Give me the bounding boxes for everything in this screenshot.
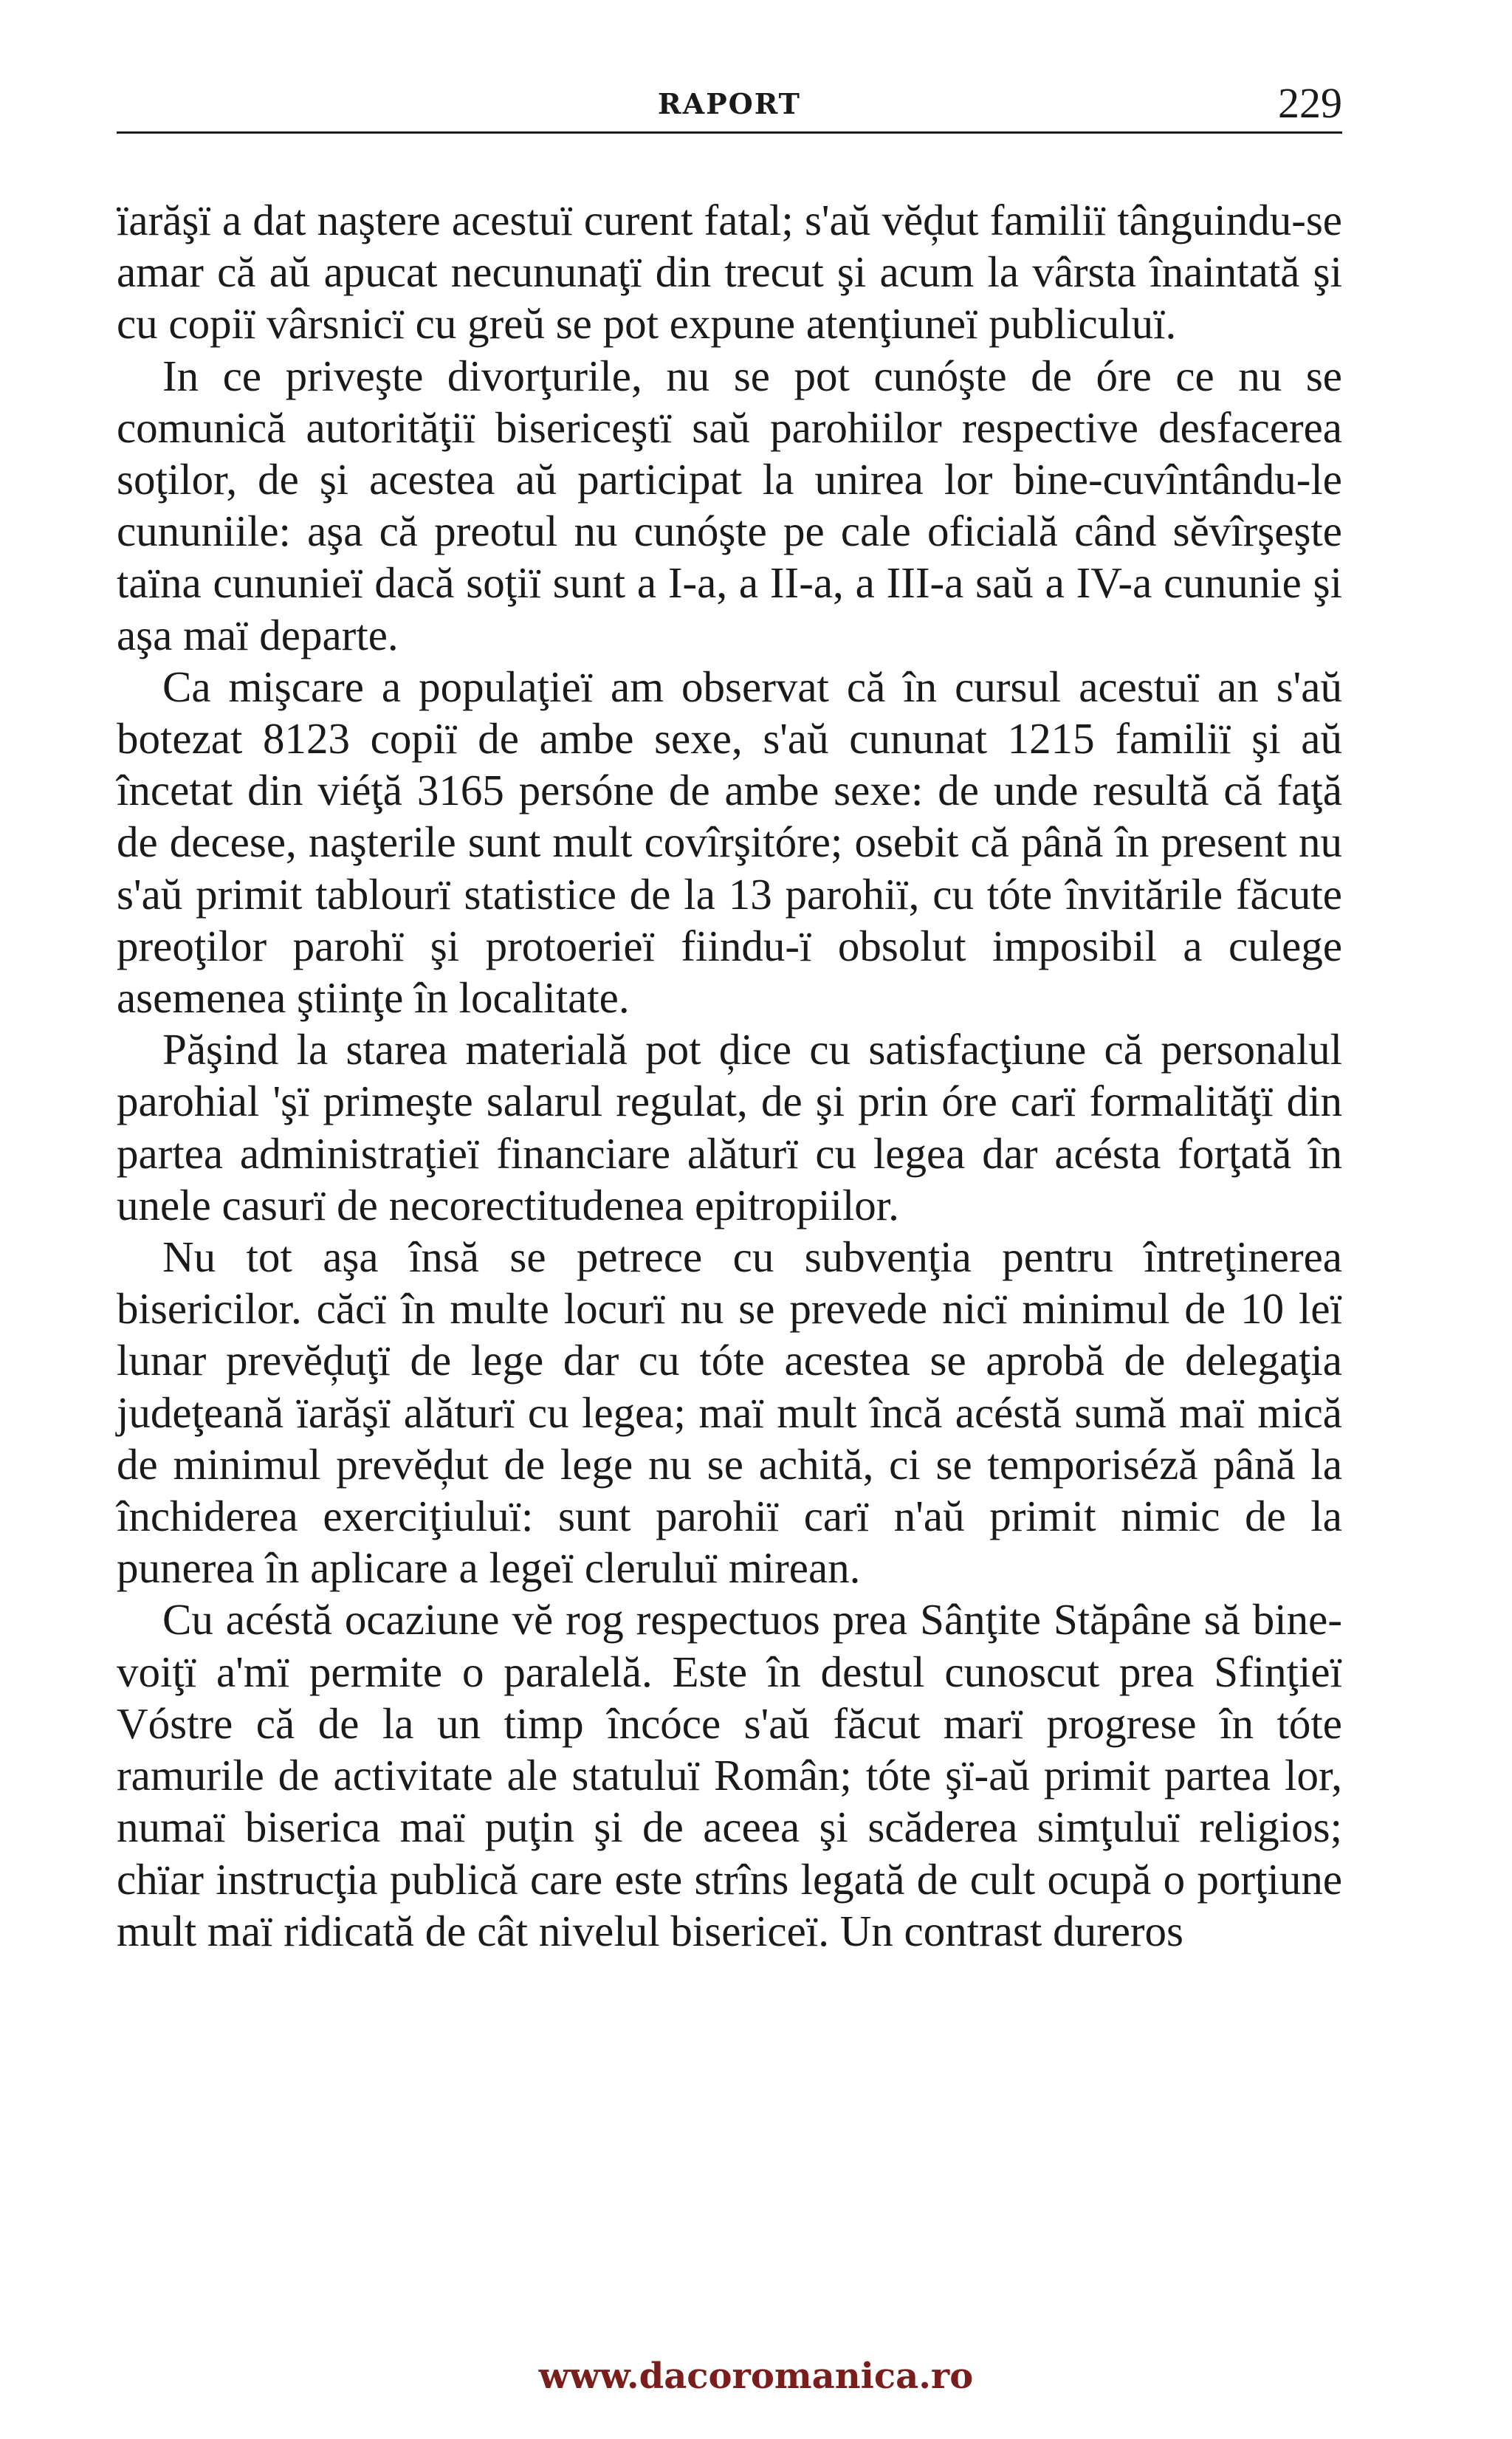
footer-watermark-url: www.dacoromanica.ro [538,2356,974,2397]
paragraph: Ca mişcare a populaţieï am observat că în cursul acestuï an s'aŭ botezat 8123 copiï de ambe sexe, s'aŭ cununat 1215 familiï şi aŭ încetat din viéţă 3165 persóne de ambe sexe: de unde resultă că faţă de decese, naşterile sunt mult covîrşitóre; osebit că până în present nu s'aŭ primit tablourï statistice de la 13 parohiï, cu tóte învitările făcute preoţilor parohï şi protoerieï fiindu-ï obsolut imposibil a culege asemenea ştiinţe în localitate. [117,662,1342,1023]
page-header [117,74,1342,137]
paragraph-continued: ïarăşï a dat naştere acestuï curent fatal; s'aŭ vĕḑut familiï tânguindu-se amar că aŭ apucat necununaţï din trecut şi acum la vârsta înaintată şi cu copiï vârsnicï cu greŭ se pot expune atenţiuneï publiculuï. [117,196,1342,349]
paragraph: In ce priveşte divorţurile, nu se pot cunóşte de óre ce nu se comunică autorităţiï bisericeştï saŭ parohiilor respective desfacerea soţilor, de şi acestea aŭ participat la unirea lor bine-cuvîntându-le cununiile: aşa că preotul nu cunóşte pe cale oficială când sĕvîrşeşte taïna cununieï dacă soţiï sunt a I-a, a II-a, a III-a saŭ a IV-a cununie şi aşa maï departe. [117,351,1342,659]
book-page [117,74,1342,1957]
paragraph: Cu acéstă ocaziune vĕ rog respectuos prea Sânţite Stăpâne să bine-voiţï a'mï permite o paralelă. Este în destul cunoscut prea Sfinţieï Vóstre că de la un timp încóce s'aŭ făcut marï progrese în tóte ramurile de activitate ale statuluï Român; tóte şï-aŭ primit partea lor, numaï biserica maï puţin şi de aceea şi scăderea simţuluï religios; chïar instrucţia publică care este strîns legată de cult ocupă o porţiune mult maï ridicată de cât nivelul bisericeï. Un contrast dureros [117,1595,1342,1955]
paragraph: Păşind la starea materială pot ḑice cu satisfacţiune că personalul parohial 'şï primeşte salarul regulat, de şi prin óre carï formalităţï din partea administraţieï financiare alăturï cu legea dar acésta forţată în unele casurï de necorectitudenea epitropiilor. [117,1025,1342,1229]
body-text [117,194,1342,1957]
running-title: RAPORT [658,87,801,120]
header-rule [117,131,1342,134]
page-number: 229 [1278,79,1342,127]
paragraph: Nu tot aşa însă se petrece cu subvenţia pentru întreţinerea bisericilor. căcï în multe locurï nu se prevede nicï minimul de 10 leï lunar prevĕḑuţï de lege dar cu tóte acestea se aprobă de delegaţia judeţeană ïarăşï alăturï cu legea; maï mult încă acéstă sumă maï mică de minimul prevĕḑut de lege nu se achită, ci se temporiséză până la închiderea exerciţiuluï: sunt parohiï carï n'aŭ primit nimic de la punerea în aplicare a legeï cleruluï mirean. [117,1232,1342,1593]
